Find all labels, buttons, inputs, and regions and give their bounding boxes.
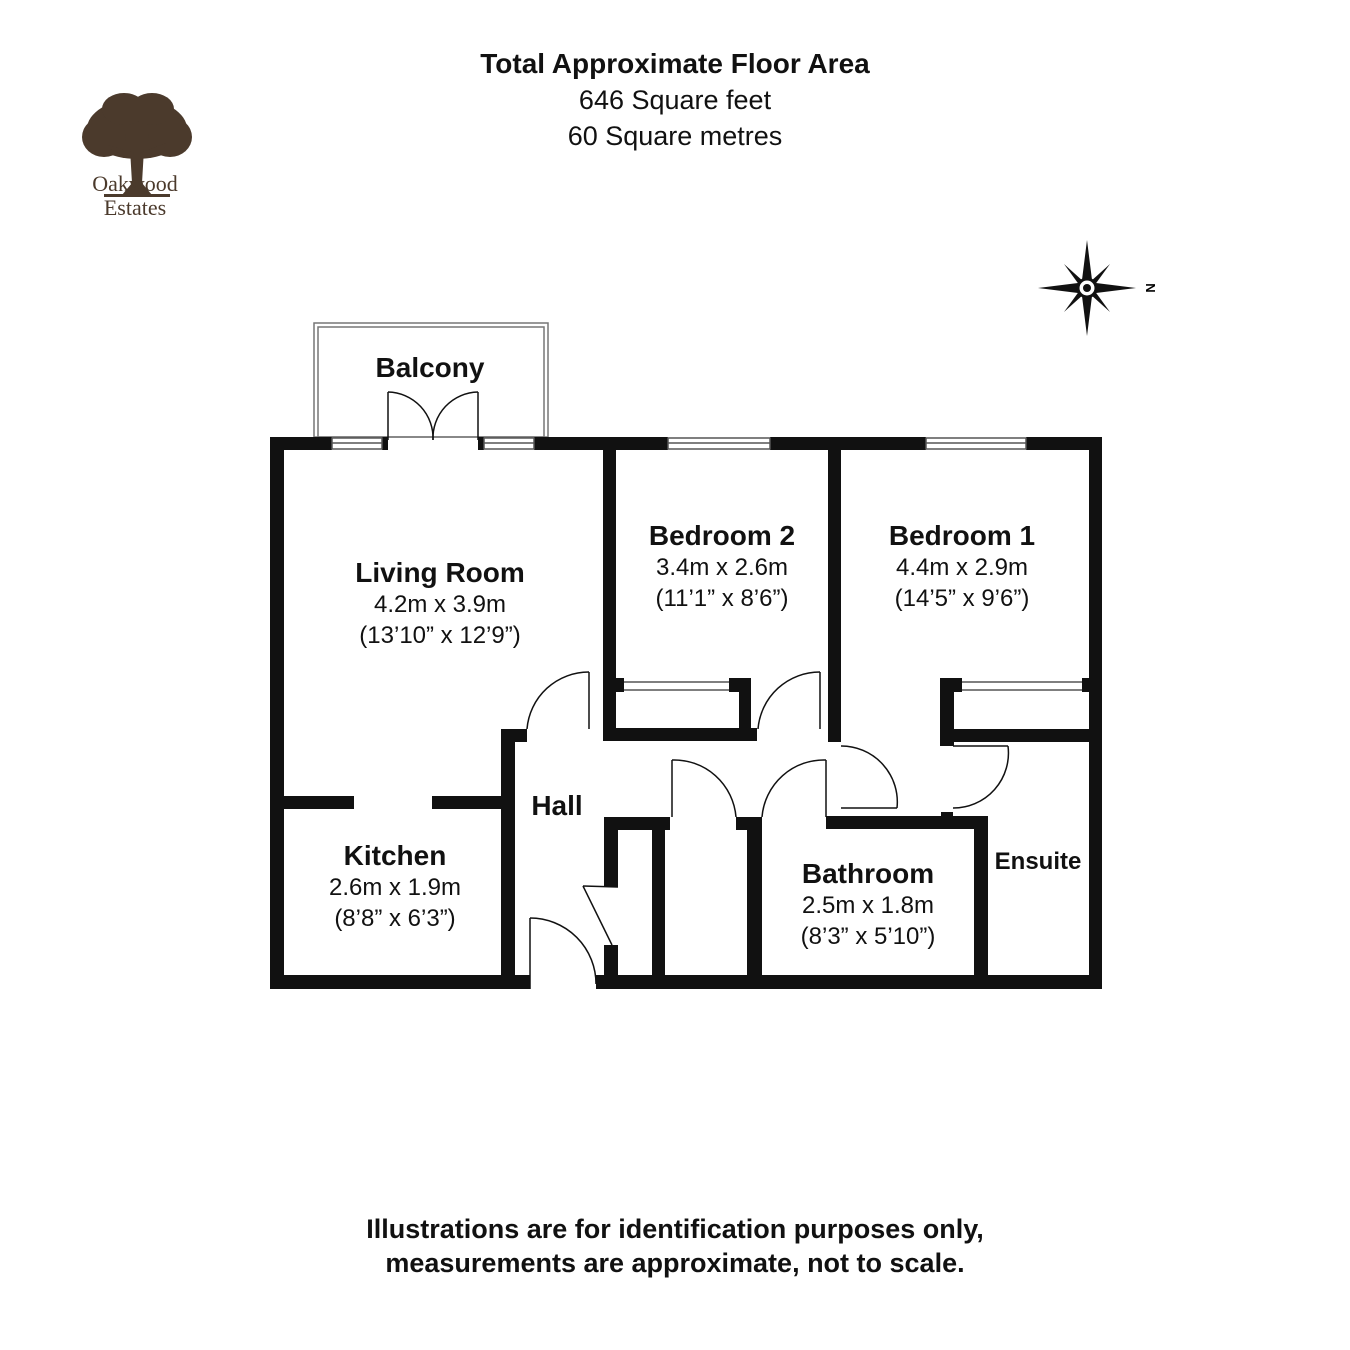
- room-balcony-name: Balcony: [375, 352, 485, 383]
- room-living-metric: 4.2m x 3.9m: [373, 591, 507, 618]
- room-bedroom1-name: Bedroom 1: [888, 520, 1036, 551]
- room-bathroom-imperial: (8’3” x 5’10”): [800, 923, 936, 950]
- room-hall-name: Hall: [531, 790, 583, 821]
- room-ensuite: [986, 846, 1090, 878]
- logo-name-line2: Estates: [103, 195, 167, 220]
- room-bathroom-metric: 2.5m x 1.8m: [801, 892, 935, 919]
- outer-wall-left: [270, 437, 284, 989]
- outer-wall-right: [1089, 437, 1102, 989]
- room-bathroom: [762, 858, 974, 952]
- room-bedroom2-metric: 3.4m x 2.6m: [655, 554, 789, 581]
- room-living-imperial: (13’10” x 12’9”): [359, 622, 521, 649]
- room-bedroom2-imperial: (11’1” x 8’6”): [655, 585, 789, 612]
- room-kitchen-imperial: (8’8” x 6’3”): [334, 905, 456, 932]
- room-living: [300, 557, 580, 651]
- compass-north-label: N: [1143, 283, 1158, 293]
- room-ensuite-name: Ensuite: [994, 848, 1082, 875]
- floor-area-sqft: 646 Square feet: [578, 85, 772, 115]
- room-bedroom1-imperial: (14’5” x 9’6”): [894, 585, 1030, 612]
- wall-bedroom2-bedroom1: [828, 437, 841, 742]
- room-kitchen-name: Kitchen: [343, 840, 447, 871]
- room-bedroom2: [616, 520, 828, 614]
- room-bedroom2-name: Bedroom 2: [648, 520, 796, 551]
- room-bedroom1-metric: 4.4m x 2.9m: [895, 554, 1029, 581]
- outer-wall-bottom: [270, 975, 530, 989]
- room-bathroom-name: Bathroom: [801, 858, 935, 889]
- room-bedroom1: [842, 520, 1082, 614]
- logo-name-line1: Oakwood: [92, 171, 178, 196]
- room-kitchen: [284, 840, 506, 934]
- wall-living-bedroom2: [603, 437, 616, 732]
- floor-area-title: Total Approximate Floor Area: [480, 48, 870, 79]
- disclaimer: [0, 1212, 1350, 1280]
- room-balcony: [330, 352, 530, 384]
- floor-area-sqm: 60 Square metres: [567, 121, 783, 151]
- room-kitchen-metric: 2.6m x 1.9m: [328, 874, 462, 901]
- room-living-name: Living Room: [355, 557, 525, 588]
- disclaimer-line1: Illustrations are for identification purposes only,: [366, 1214, 984, 1244]
- disclaimer-line2: measurements are approximate, not to scale.: [385, 1248, 965, 1278]
- room-hall: [516, 790, 598, 822]
